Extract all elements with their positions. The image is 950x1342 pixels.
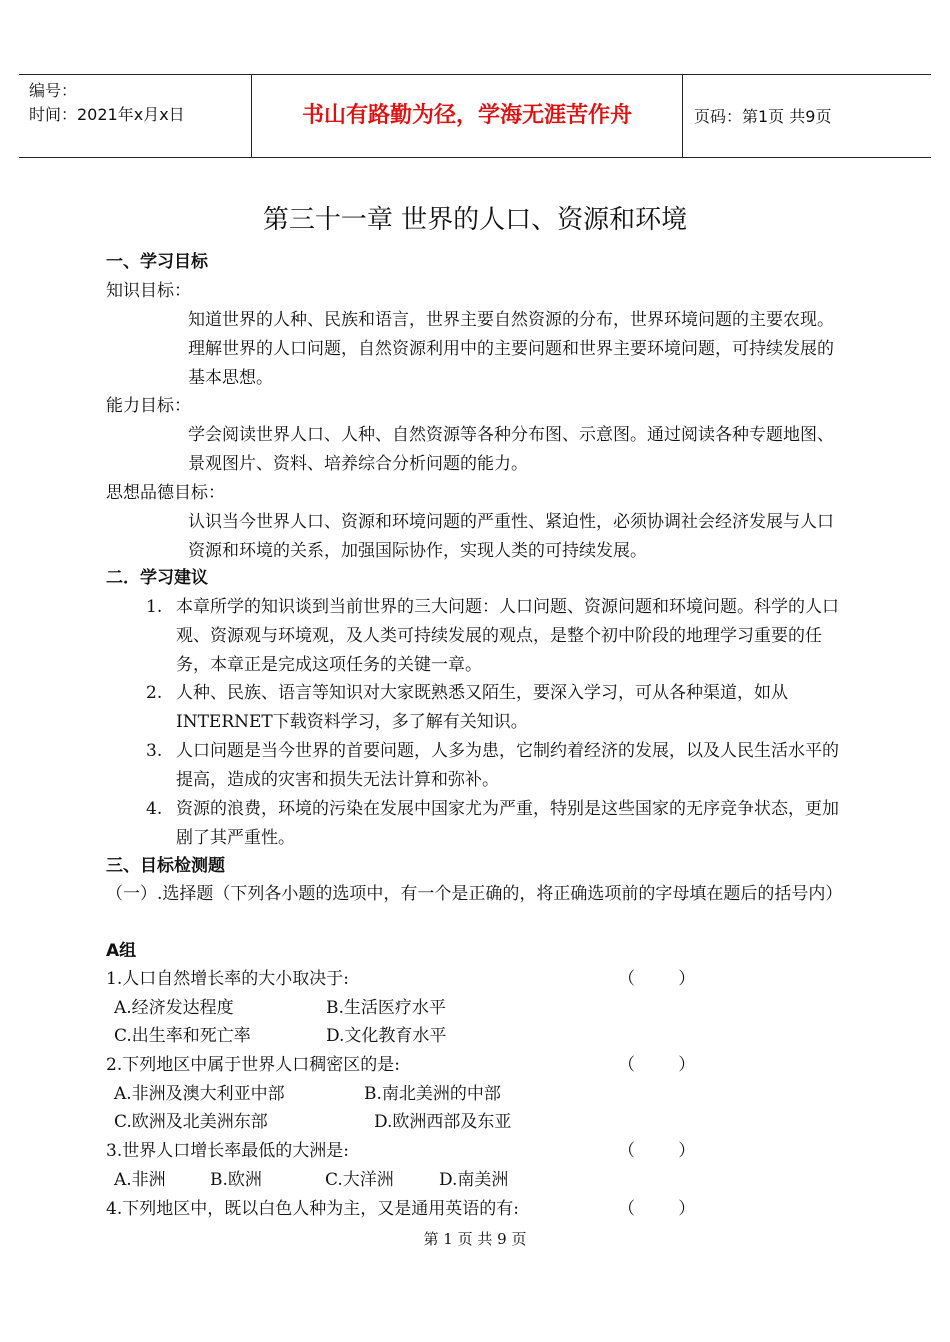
option: B.欧洲 [210, 1170, 262, 1190]
section-heading: 二．学习建议 [106, 568, 208, 588]
item-text: 人种、民族、语言等知识对大家既熟悉又陌生，要深入学习，可从各种渠道，如从INTERNET下载资料学习，多了解有关知识。 [176, 683, 788, 732]
item-number: 2. [146, 683, 163, 703]
item-text: 本章所学的知识谈到当前世界的三大问题：人口问题、资源问题和环境问题。科学的人口观、资源观与环境观，及人类可持续发展的观点，是整个初中阶段的地理学习重要的任务，本章正是完成这项任务的关键一章。 [176, 597, 839, 675]
page-footer: 第 1 页 共 9 页 [423, 1230, 527, 1248]
option: B.南北美洲的中部 [364, 1084, 501, 1104]
option: D.文化教育水平 [326, 1026, 447, 1046]
number-label: 编号： [29, 81, 78, 100]
item-number: 3. [146, 741, 163, 761]
question-stem: 1.人口自然增长率的大小取决于: [106, 969, 349, 989]
motto: 书山有路勤为径，学海无涯苦作舟 [301, 103, 632, 128]
section-heading: 三、目标检测题 [106, 856, 225, 876]
item-number: 1. [146, 597, 163, 617]
moral-text: 认识当今世界人口、资源和环境问题的严重性、紧迫性，必须协调社会经济发展与人口资源和环境的关系，加强国际协作，实现人类的可持续发展。 [188, 512, 834, 561]
option: D.欧洲西部及东亚 [374, 1112, 512, 1132]
option: A.经济发达程度 [114, 998, 234, 1018]
header-divider [682, 75, 683, 157]
option: D.南美洲 [439, 1170, 509, 1190]
question-stem: 3.世界人口增长率最低的大洲是: [106, 1141, 349, 1161]
option: B.生活医疗水平 [326, 998, 446, 1018]
item-text: 人口问题是当今世界的首要问题，人多为患，它制约着经济的发展，以及人民生活水平的提高，造成的灾害和损失无法计算和弥补。 [176, 741, 839, 790]
option: C.出生率和死亡率 [114, 1026, 251, 1046]
page-label: 页码：第1页 共9页 [694, 107, 832, 126]
group-label: A组 [106, 941, 137, 961]
answer-blank: （ ） [618, 1199, 696, 1219]
knowledge-text: 知道世界的人种、民族和语言，世界主要自然资源的分布，世界环境问题的主要农现。理解世界的人口问题，自然资源利用中的主要问题和世界主要环境问题，可持续发展的基本思想。 [188, 310, 834, 388]
page-header [19, 74, 931, 158]
item-number: 4. [146, 799, 163, 819]
knowledge-label: 知识目标： [106, 281, 191, 301]
question-stem: 2.下列地区中属于世界人口稠密区的是: [106, 1055, 400, 1075]
answer-blank: （ ） [618, 1055, 696, 1075]
header-meta [29, 79, 185, 127]
question-stem: 4.下列地区中，既以白色人种为主，又是通用英语的有: [106, 1199, 519, 1219]
answer-blank: （ ） [618, 1141, 696, 1161]
ability-label: 能力目标： [106, 396, 191, 416]
ability-text: 学会阅读世界人口、人种、自然资源等各种分布图、示意图。通过阅读各种专题地图、景观图片、资料、培养综合分析问题的能力。 [188, 425, 834, 474]
choice-intro: （一）.选择题（下列各小题的选项中，有一个是正确的，将正确选项前的字母填在题后的括号内） [106, 884, 843, 904]
moral-label: 思想品德目标： [106, 483, 225, 503]
section-heading: 一、学习目标 [106, 252, 208, 272]
chapter-title: 第三十一章 世界的人口、资源和环境 [262, 205, 688, 235]
option: A.非洲及澳大利亚中部 [114, 1084, 285, 1104]
option: A.非洲 [114, 1170, 166, 1190]
option: C.欧洲及北美洲东部 [114, 1112, 268, 1132]
time-label: 时间：2021年x月x日 [29, 105, 185, 124]
item-text: 资源的浪费，环境的污染在发展中国家尤为严重，特别是这些国家的无序竞争状态，更加剧了其严重性。 [176, 799, 839, 848]
answer-blank: （ ） [618, 969, 696, 989]
option: C.大洋洲 [325, 1170, 394, 1190]
